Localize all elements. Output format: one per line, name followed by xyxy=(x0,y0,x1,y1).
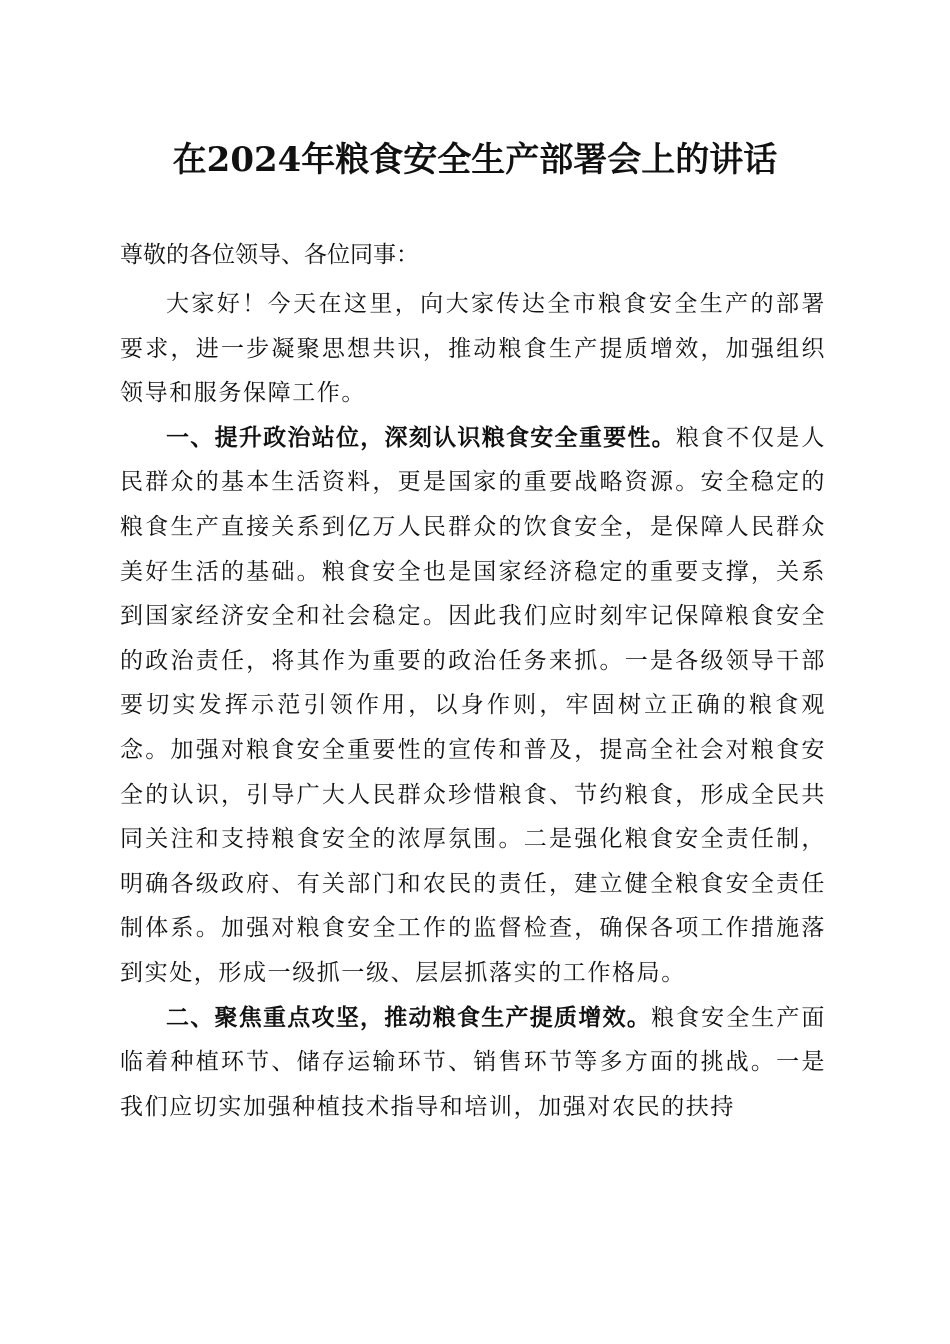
paragraph-text: 粮食安全生产面临着种植环节、储存运输环节、销售环节等多方面的挑战。一是我们应切实加强种植技术指导和培训，加强对农民的扶持 xyxy=(120,1004,827,1120)
salutation: 尊敬的各位领导、各位同事： xyxy=(120,242,419,268)
document-body xyxy=(120,232,826,1129)
paragraph-section-1 xyxy=(120,416,826,996)
paragraph-text: 大家好！今天在这里，向大家传达全市粮食安全生产的部署要求，进一步凝聚思想共识，推动粮食生产提质增效，加强组织领导和服务保障工作。 xyxy=(120,291,826,407)
paragraph-text: 粮食不仅是人民群众的基本生活资料，更是国家的重要战略资源。安全稳定的粮食生产直接关系到亿万人民群众的饮食安全，是保障人民群众美好生活的基础。粮食安全也是国家经济稳定的重要支撑，关系到国家经济安全和社会稳定。因此我们应时刻牢记保障粮食安全的政治责任，将其作为重要的政治任务来抓。一是各级领导干部要切实发挥示范引领作用，以身作则，牢固树立正确的粮食观念。加强对粮食安全重要性的宣传和普及，提高全社会对粮食安全的认识，引导广大人民群众珍惜粮食、节约粮食，形成全民共同关注和支持粮食安全的浓厚氛围。二是强化粮食安全责任制，明确各级政府、有关部门和农民的责任，建立健全粮食安全责任制体系。加强对粮食安全工作的监督检查，确保各项工作措施落到实处，形成一级抓一级、层层抓落实的工作格局。 xyxy=(120,424,826,986)
document-title: 在2024年粮食安全生产部署会上的讲话 xyxy=(172,140,778,180)
section-heading-2: 二、聚焦重点攻坚，推动粮食生产提质增效。 xyxy=(166,1004,652,1031)
paragraph-section-2 xyxy=(120,996,826,1130)
paragraph-greeting xyxy=(120,282,826,416)
section-heading-1: 一、提升政治站位，深刻认识粮食安全重要性。 xyxy=(166,424,676,451)
